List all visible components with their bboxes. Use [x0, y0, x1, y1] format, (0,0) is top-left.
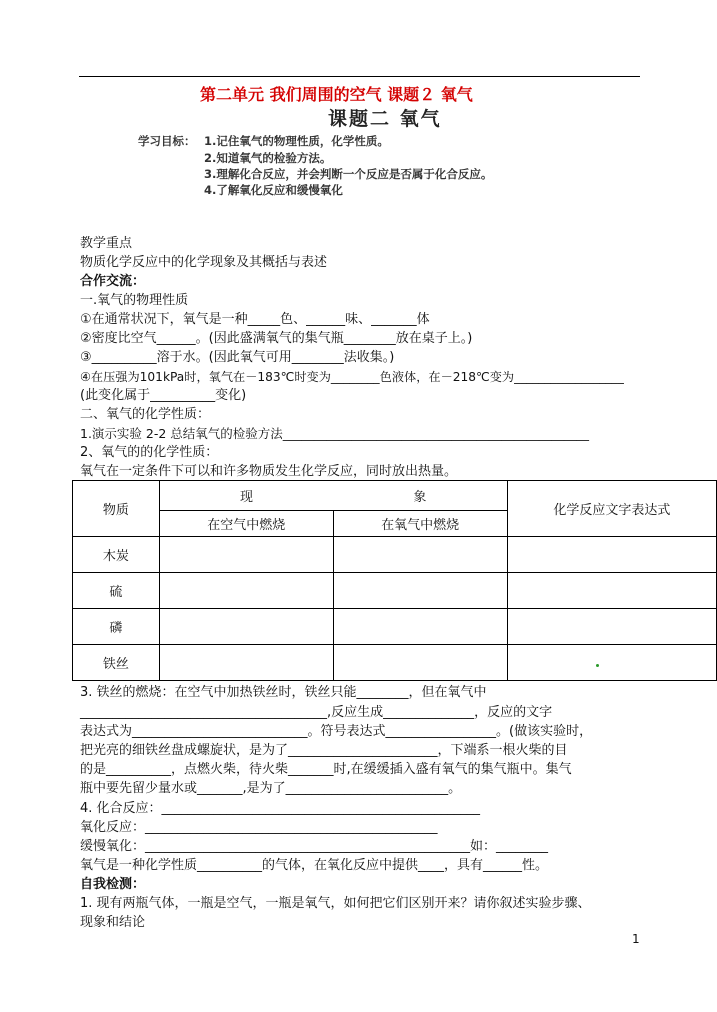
exercise-line: ①在通常状况下，氧气是一种_____色、______味、_______体: [80, 312, 430, 327]
header-substance: 物质: [73, 481, 160, 537]
header-rule: [79, 76, 640, 77]
table-cell: [507, 573, 716, 609]
stray-mark: [596, 664, 599, 667]
header-equation: 化学反应文字表达式: [507, 481, 716, 537]
row-substance: 磷: [73, 609, 160, 645]
exercise-line: 缓慢氧化：__________________________________________________如：________: [80, 839, 549, 854]
goal-item: 1.记住氧气的物理性质，化学性质。: [204, 134, 389, 148]
exercise-line: 瓶中要先留少量水或_______,是为了_________________________。: [80, 781, 462, 796]
teaching-focus-heading: 教学重点: [80, 236, 133, 251]
goals-label: 学习目标：: [138, 134, 196, 148]
exercise-line: 3. 铁丝的燃烧：在空气中加热铁丝时，铁丝只能________，但在氧气中: [80, 685, 487, 700]
exercise-line: (此变化属于__________变化): [80, 388, 247, 403]
header-phenomenon-left: [159, 481, 333, 511]
table-cell: [159, 573, 333, 609]
table-cell: [507, 537, 716, 573]
section-heading: 一.氧气的物理性质: [80, 293, 189, 308]
exercise-line: 4. 化合反应：_________________________________________________: [80, 801, 481, 816]
cooperation-heading: 合作交流：: [80, 274, 146, 289]
exercise-line: 表达式为___________________________。符号表达式_________________。(做该实验时，: [80, 724, 593, 739]
question-line: 1. 现有两瓶气体，一瓶是空气，一瓶是氧气，如何把它们区别开来？请你叙述实验步骤、: [80, 896, 591, 911]
table-cell: [333, 609, 507, 645]
paragraph: 氧气在一定条件下可以和许多物质发生化学反应，同时放出热量。: [80, 464, 458, 479]
exercise-line: ②密度比空气______。(因此盛满氧气的集气瓶________放在桌子上。): [80, 331, 473, 346]
header-phenomenon-right: [333, 481, 507, 511]
table-cell: [507, 609, 716, 645]
header-phenomenon-left-text: 现: [239, 490, 253, 505]
table-cell: [333, 573, 507, 609]
header-in-oxygen: 在氧气中燃烧: [333, 511, 507, 537]
header-phenomenon-right-text: 象: [413, 490, 427, 505]
teaching-focus-text: 物质化学反应中的化学现象及其概括与表述: [80, 255, 328, 270]
table-cell: [333, 645, 507, 681]
exercise-line: 1.演示实验 2-2 总结氧气的检验方法_________________________________________________: [80, 426, 590, 441]
section-heading: 二、氧气的化学性质：: [80, 407, 211, 422]
goal-item: 3.理解化合反应，并会判断一个反应是否属于化合反应。: [204, 167, 493, 181]
exercise-line: 氧化反应：_____________________________________________: [80, 820, 438, 835]
lesson-subtitle: 课题二 氧气: [328, 108, 442, 130]
self-check-heading: 自我检测：: [80, 877, 146, 892]
exercise-line: ______________________________________,反应生成______________，反应的文字: [80, 705, 553, 720]
table-cell: [333, 537, 507, 573]
goal-item: 2.知道氧气的检验方法。: [204, 151, 332, 165]
row-substance: 铁丝: [73, 645, 160, 681]
exercise-line: 把光亮的细铁丝盘成螺旋状，是为了_______________________，下端系一根火柴的目: [80, 743, 568, 758]
page-title: 第二单元 我们周围的空气 课题２ 氧气: [200, 85, 473, 104]
section-heading: 2、氧气的的化学性质：: [80, 445, 219, 460]
table-cell: [507, 645, 716, 681]
question-line: 现象和结论: [80, 915, 146, 930]
exercise-line: 氧气是一种化学性质__________的气体，在氧化反应中提供____，具有______性。: [80, 858, 549, 873]
goal-item: 4.了解氧化反应和缓慢氧化: [204, 183, 343, 197]
row-substance: 木炭: [73, 537, 160, 573]
row-substance: 硫: [73, 573, 160, 609]
page-number: 1: [632, 932, 640, 946]
observation-table: [72, 480, 717, 681]
exercise-line: 的是__________，点燃火柴，待火柴_______时,在缓缓插入盛有氧气的集气瓶中。集气: [80, 762, 572, 777]
table-cell: [159, 609, 333, 645]
exercise-line: ③__________溶于水。(因此氧气可用________法收集。): [80, 350, 395, 365]
table-cell: [159, 645, 333, 681]
header-in-air: 在空气中燃烧: [159, 511, 333, 537]
table-cell: [159, 537, 333, 573]
exercise-line: ④在压强为101kPa时，氧气在－183℃时变为________色液体，在－218℃变为__________________: [80, 370, 624, 384]
